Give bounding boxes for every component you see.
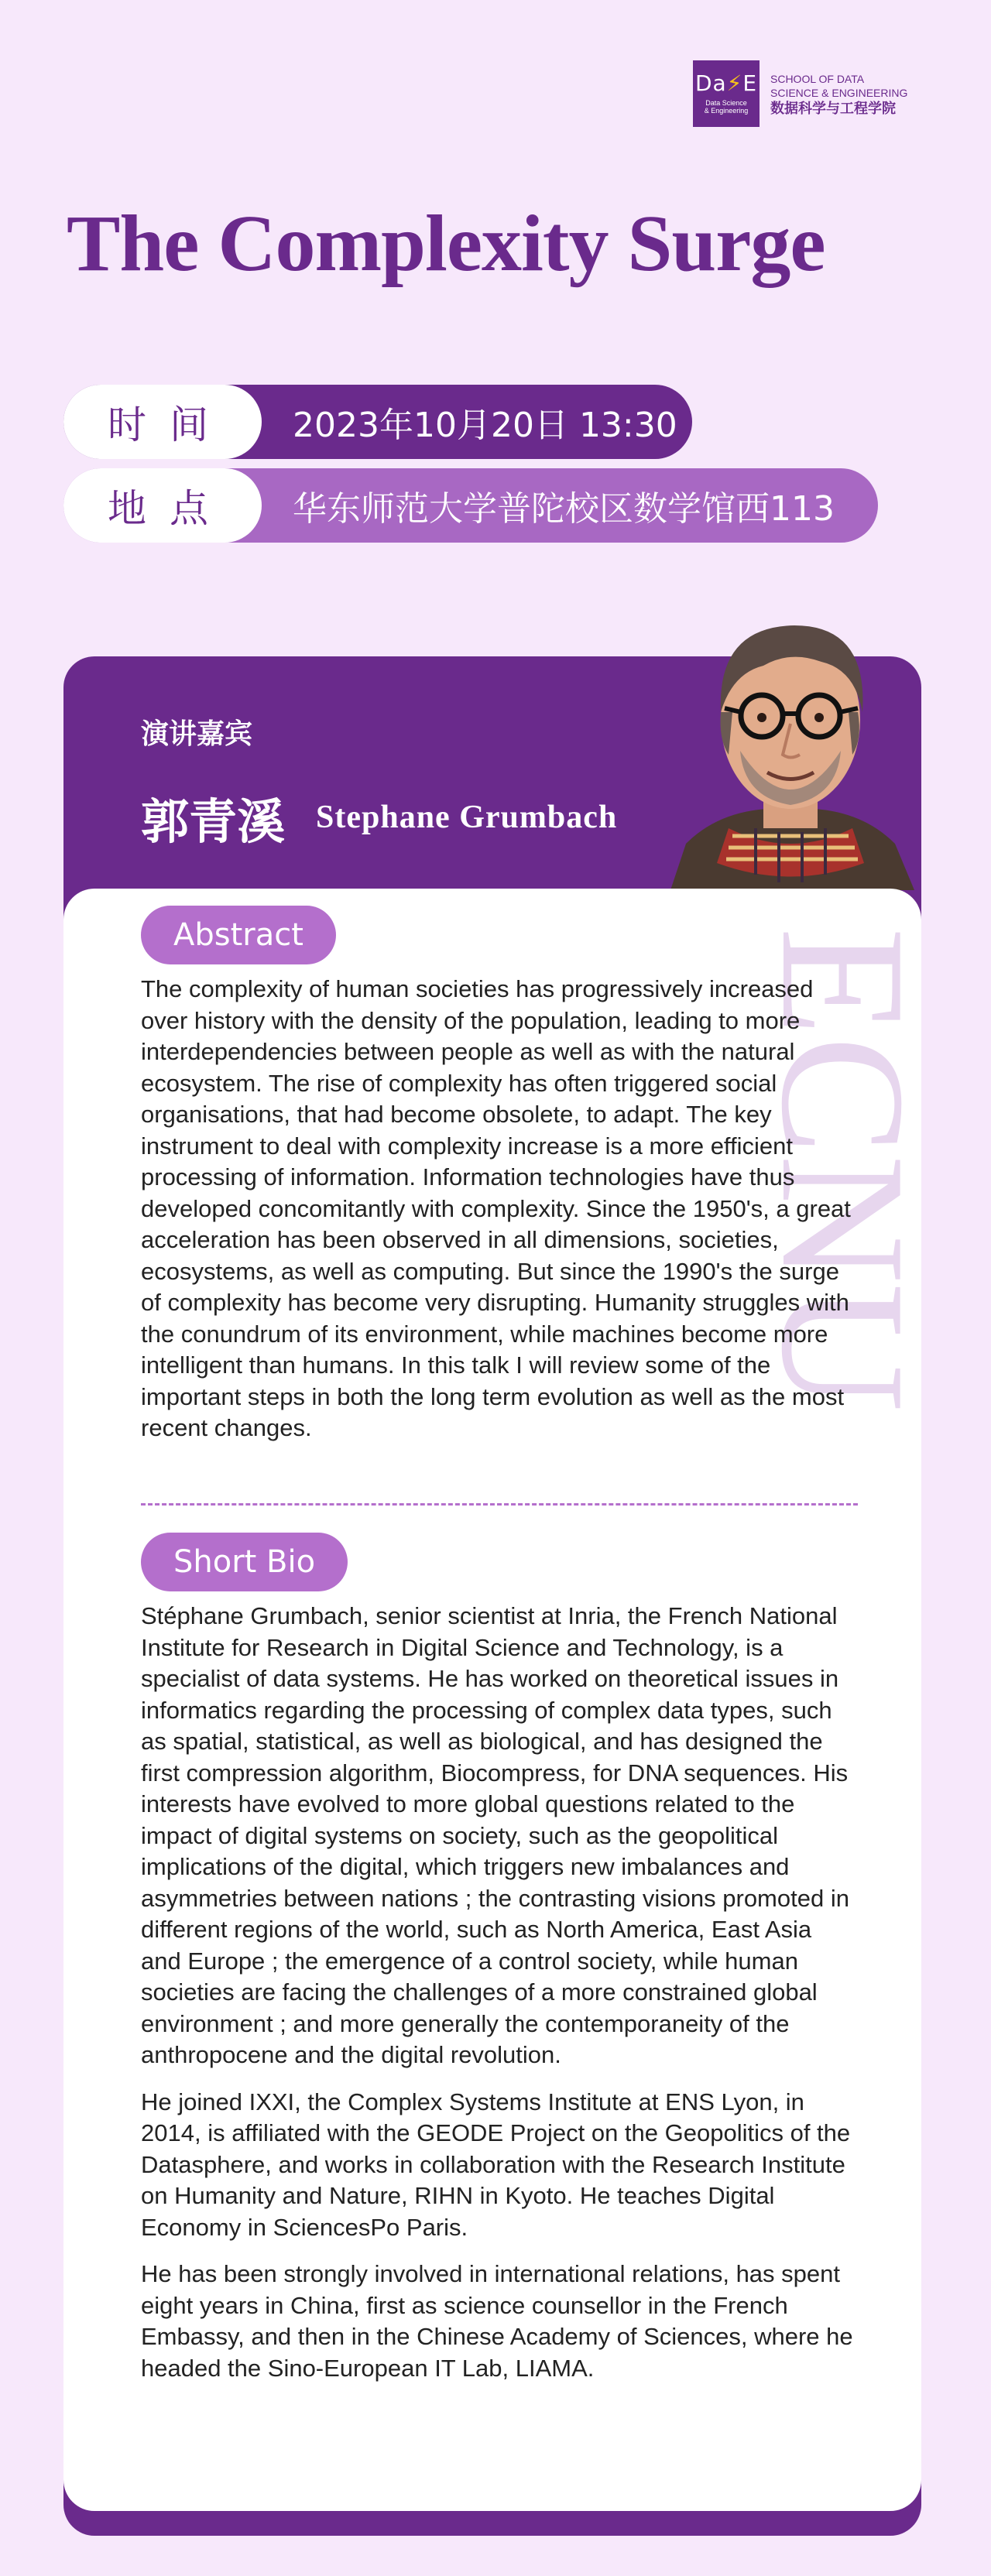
place-value: 华东师范大学普陀校区数学馆西113: [293, 489, 835, 529]
time-label: 时间: [63, 385, 262, 459]
place-label: 地点: [63, 468, 262, 543]
logo-mark-e: E: [742, 70, 758, 96]
time-row: [63, 385, 677, 459]
abstract-paragraph: The complexity of human societies has progressively increased over history with the density of the population, leading to more interdependencies between people as well as with the natural ecosystem. The rise of complexity has often triggered social organisations, that had become obsolete, to adapt. The key instrument to deal with complexity increase is a more efficient processing of information. Information technologies have thus developed concomitantly with complexity. Since the 1950's, a great acceleration has been observed in all dimensions, societies, ecosystems, as well as computing. But since the 1990's the surge of complexity has become very disrupting. Humanity struggles with the conundrum of its environment, while machines become more intelligent than humans. In this talk I will review some of the important steps in both the long term evolution as well as the most recent changes.: [141, 975, 851, 1441]
abstract-heading: Abstract: [141, 906, 336, 964]
logo-text: [770, 72, 907, 116]
logo-text-line1: SCHOOL OF DATA: [770, 72, 865, 85]
speaker-name-cn: 郭青溪: [141, 793, 286, 850]
watermark-text: ECNU: [745, 927, 942, 1413]
bio-text: [141, 1601, 853, 2400]
dase-logo-icon: [693, 60, 760, 127]
logo-text-line2: SCIENCE & ENGINEERING: [770, 86, 908, 99]
school-logo: [693, 60, 907, 127]
logo-mark-caption-2: & Engineering: [704, 107, 749, 115]
logo-text-cn: 数据科学与工程学院: [770, 100, 896, 117]
place-row: [63, 468, 835, 543]
time-value: 2023年10月20日 13:30: [293, 406, 677, 445]
bio-heading: Short Bio: [141, 1533, 348, 1591]
speaker-label: 演讲嘉宾: [141, 718, 253, 750]
section-divider: [141, 1503, 858, 1506]
logo-bolt-icon: ⚡: [726, 70, 743, 96]
abstract-text: [141, 974, 853, 1460]
speaker-name-en: Stephane Grumbach: [316, 800, 618, 835]
speaker-portrait-icon: [655, 596, 926, 890]
page-title: The Complexity Surge: [67, 199, 825, 288]
bio-paragraph-3: He has been strongly involved in international relations, has spent eight years in China, first as science counsellor in the French Embassy, and then in the Chinese Academy of Sciences, where he headed the Sino-European IT Lab, LIAMA.: [141, 2260, 853, 2382]
logo-mark-da: Da: [694, 70, 727, 96]
speaker-content-panel: [63, 889, 942, 2511]
logo-mark-caption-1: Data Science: [705, 99, 747, 107]
bio-paragraph-1: Stéphane Grumbach, senior scientist at Inria, the French National Institute for Research in Digital Science and Technology, is a specialist of data systems. He has worked on theoretical issues in informatics regarding the processing of complex data types, such as spatial, statistical, as well as biological, and has designed the first compression algorithm, Biocompress, for DNA sequences. His interests have evolved to more global questions related to the impact of digital systems on society, such as the geopolitical implications of the digital, which triggers new imbalances and asymmetries between nations ; the contrasting visions promoted in different regions of the world, such as North America, East Asia and Europe ; the emergence of a control society, while human societies are facing the challenges of a more constrained global environment ; and more generally the contemporaneity of the anthropocene and the digital revolution.: [141, 1602, 849, 2068]
bio-paragraph-2: He joined IXXI, the Complex Systems Institute at ENS Lyon, in 2014, is affiliated with the GEODE Project on the Geopolitics of the Datasphere, and works in collaboration with the Research Institute on Humanity and Nature, RIHN in Kyoto. He teaches Digital Economy in SciencesPo Paris.: [141, 2088, 851, 2241]
